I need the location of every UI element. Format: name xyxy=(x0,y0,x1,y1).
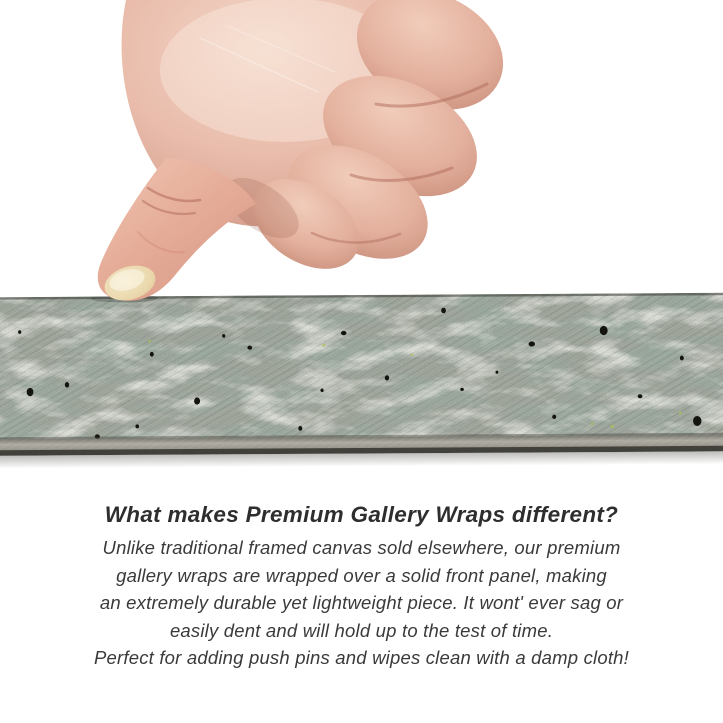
canvas-edge-photo xyxy=(0,293,723,474)
caption-line-4: easily dent and will hold up to the test of time. xyxy=(169,619,554,641)
hand-illustration xyxy=(0,0,723,312)
caption-line-1: Unlike traditional framed canvas sold elsewhere, our premium xyxy=(102,537,621,558)
caption-block xyxy=(0,502,723,672)
caption-line-3: an extremely durable yet lightweight piece. It wont' ever sag or xyxy=(99,592,624,614)
caption-line-2: gallery wraps are wrapped over a solid front panel, making xyxy=(116,564,607,586)
caption-line-5: Perfect for adding push pins and wipes clean with a damp cloth! xyxy=(93,647,630,669)
hand-photo xyxy=(0,0,723,312)
canvas-texture xyxy=(0,293,723,474)
caption-headline: What makes Premium Gallery Wraps different? xyxy=(104,502,619,527)
